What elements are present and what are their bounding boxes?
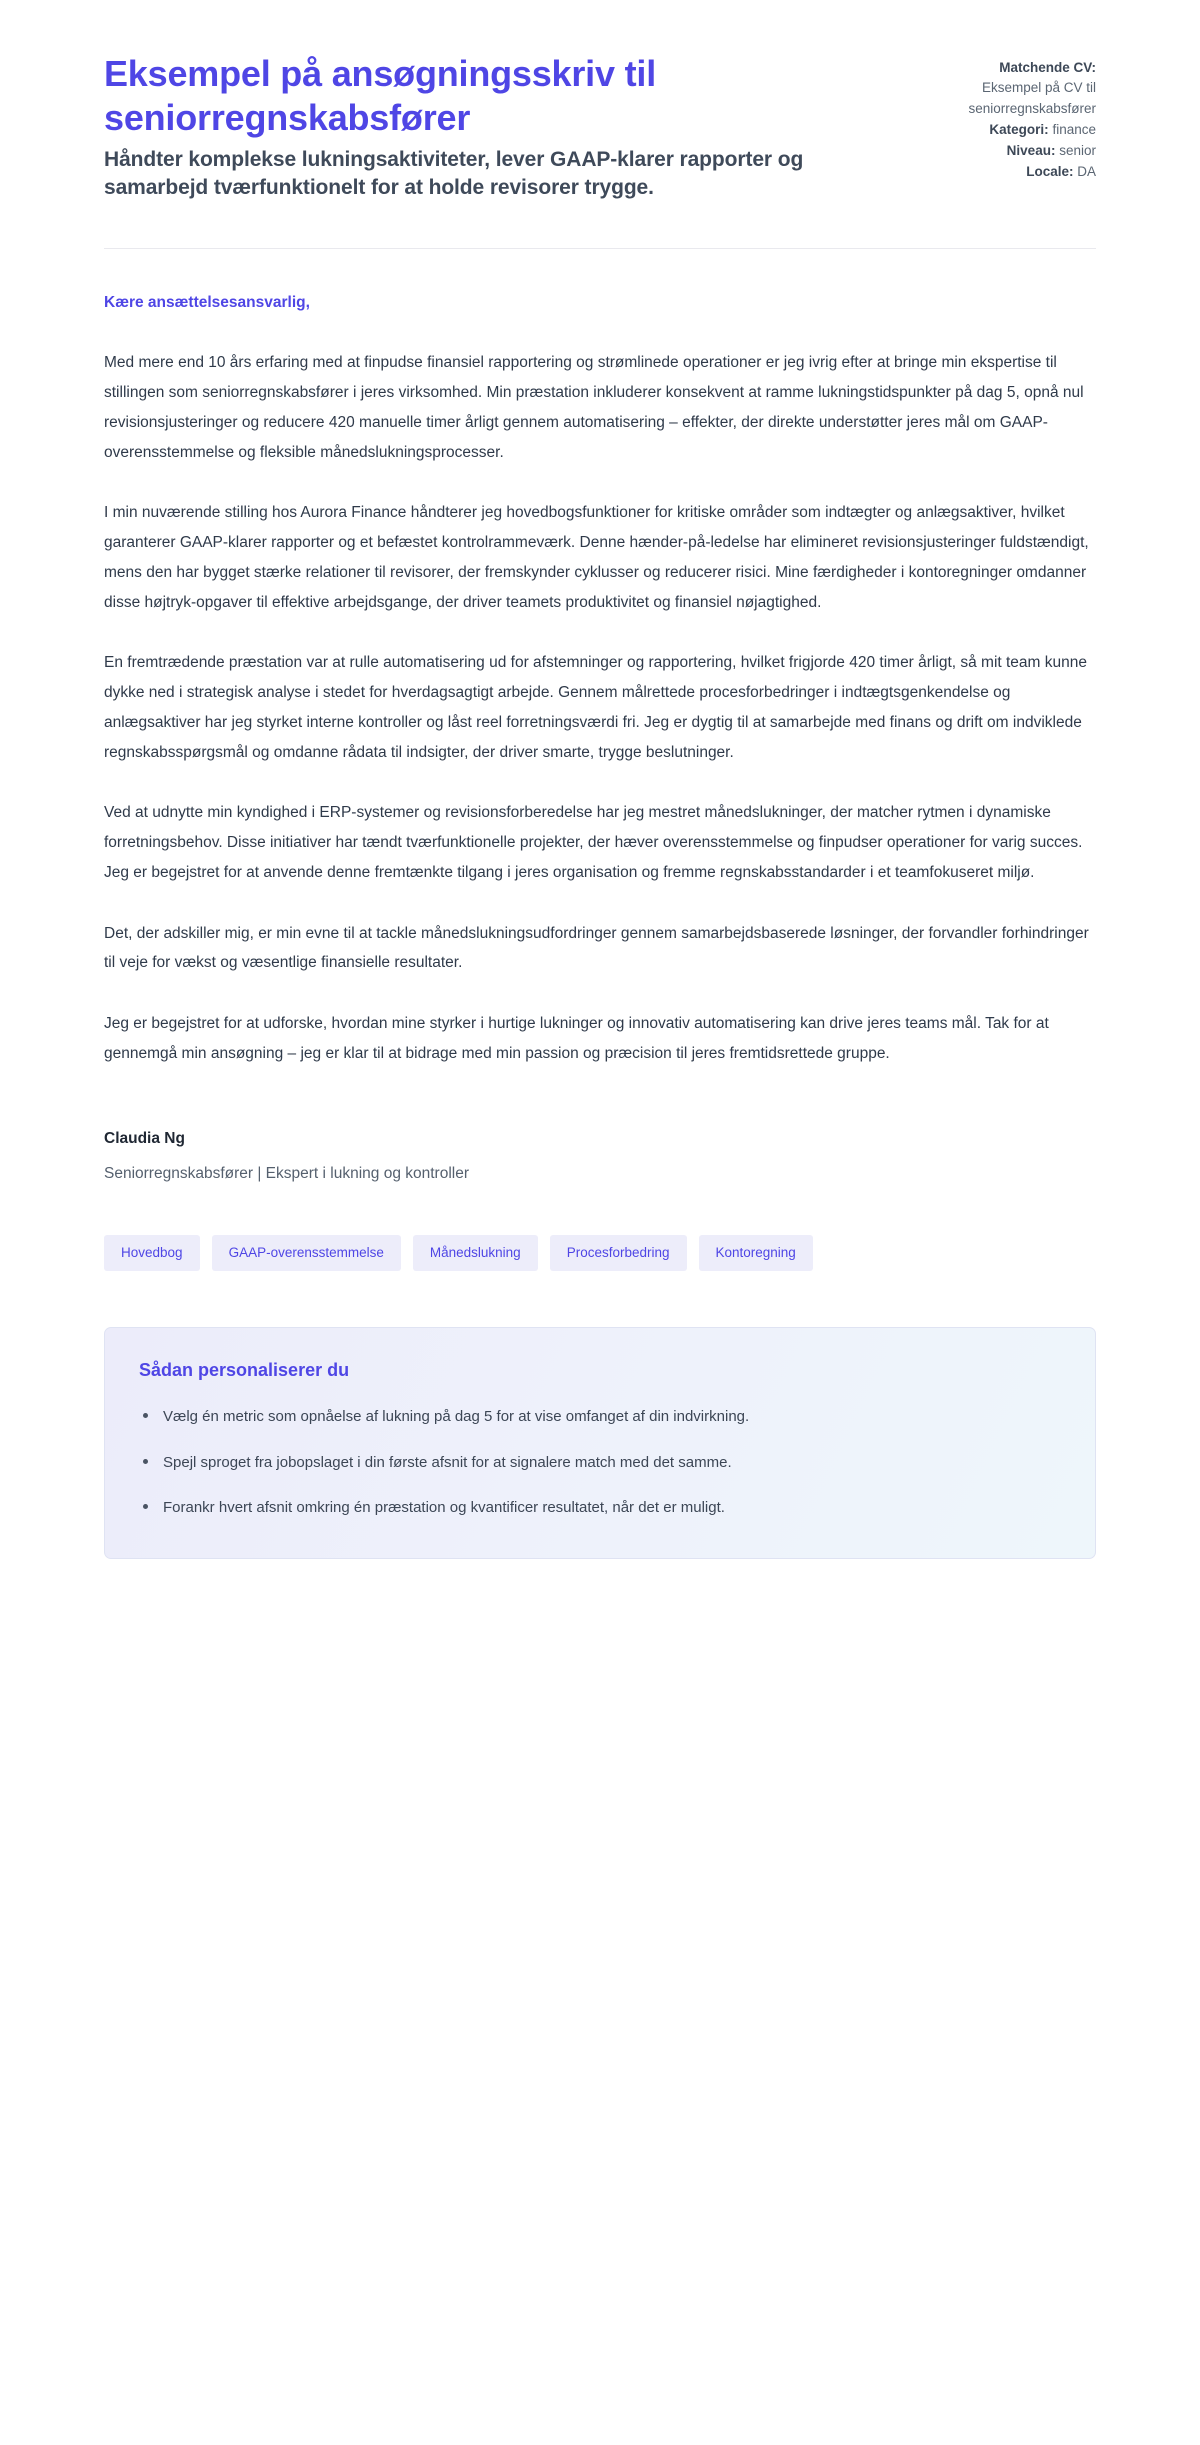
tag-list <box>104 1235 1096 1271</box>
meta-level-value: senior <box>1059 143 1096 158</box>
callout-list-item <box>139 1494 1061 1522</box>
header-title-block <box>104 52 838 202</box>
meta-matching-cv <box>878 58 1096 119</box>
letter-body <box>104 249 1096 1559</box>
letter-paragraph: Det, der adskiller mig, er min evne til at tackle månedslukningsudfordringer gennem samarbejdsbaserede løsninger, der forvandler forhindringer til veje for vækst og væsentlige finansielle resultater. <box>104 924 1089 972</box>
document-metadata <box>878 52 1096 184</box>
signature-name: Claudia Ng <box>104 1129 185 1147</box>
callout-list-item-text: Vælg én metric som opnåelse af lukning på dag 5 for at vise omfanget af din indvirkning. <box>163 1407 750 1425</box>
letter-paragraph: En fremtrædende præstation var at rulle automatisering ud for afstemninger og rapportering, hvilket frigjorde 420 timer årligt, så mit team kunne dykke ned i strategisk analyse i stedet for hverdagsagtigt arbejde. Gennem målrettede procesforbedringer i indtægtsgenkendelse og anlægsaktiver har jeg styrket interne kontroller og låst reel forretningsværdi fri. Jeg er dygtig til at samarbejde med finans og drift om indviklede regnskabsspørgsmål og omdanne rådata til indsigter, der driver smarte, trygge beslutninger. <box>104 654 1088 761</box>
bullet-icon <box>143 1413 148 1418</box>
signature-role: Seniorregnskabsfører | Ekspert i lukning og kontroller <box>104 1164 469 1182</box>
page-subtitle: Håndter komplekse lukningsaktiviteter, lever GAAP-klarer rapporter og samarbejd tværfunktionelt for at holde revisorer trygge. <box>104 147 804 199</box>
letter-paragraph: Jeg er begejstret for at udforske, hvordan mine styrker i hurtige lukninger og innovativ automatisering kan drive jeres teams mål. Tak for at gennemgå min ansøgning – jeg er klar til at bidrage med min passion og præcision til jeres fremtidsrettede gruppe. <box>104 1015 1049 1062</box>
letter-paragraph: Ved at udnytte min kyndighed i ERP-systemer og revisionsforberedelse har jeg mestret månedslukninger, der matcher rytmen i dynamiske forretningsbehov. Disse initiativer har tændt tværfunktionelle projekter, der hæver overensstemmelse og finpudser operationer for varig succes. Jeg er begejstret for at anvende denne fremtænkte tilgang i jeres organisation og fremme regnskabsstandarder i et teamfokuseret miljø. <box>104 804 1083 881</box>
callout-list <box>139 1403 1061 1522</box>
meta-category-value: finance <box>1052 121 1096 137</box>
tag-item[interactable]: GAAP-overensstemmelse <box>212 1235 401 1271</box>
page-header <box>104 52 1096 202</box>
letter-paragraph: I min nuværende stilling hos Aurora Finance håndterer jeg hovedbogsfunktioner for kritiske områder som indtægter og anlægsaktiver, hvilket garanterer GAAP-klarer rapporter og et befæstet kontrolrammeværk. Denne hænder-på-ledelse har elimineret revisionsjusteringer fuldstændigt, mens den har bygget stærke relationer til revisorer, der fremskynder cyklusser og reducerer risici. Mine færdigheder i kontoregninger omdanner disse højtryk-opgaver til effektive arbejdsgange, der driver teamets produktivitet og finansiel nøjagtighed. <box>104 504 1089 611</box>
meta-category <box>878 120 1096 140</box>
letter-salutation: Kære ansættelsesansvarlig, <box>104 294 310 312</box>
meta-locale-label: Locale: <box>1026 164 1074 180</box>
callout-list-item-text: Spejl sproget fra jobopslaget i din første afsnit for at signalere match med det samme. <box>163 1453 732 1471</box>
meta-matching-cv-label: Matchende CV: <box>999 60 1096 75</box>
meta-matching-cv-value: Eksempel på CV til seniorregnskabsfører <box>968 80 1096 116</box>
bullet-icon <box>143 1459 148 1464</box>
bullet-icon <box>143 1504 148 1509</box>
callout-list-item <box>139 1449 1061 1477</box>
callout-list-item <box>139 1403 1061 1431</box>
meta-locale <box>878 162 1096 182</box>
callout-title: Sådan personaliserer du <box>139 1359 350 1380</box>
tag-item[interactable]: Kontoregning <box>699 1235 813 1271</box>
tag-item[interactable]: Procesforbedring <box>550 1235 687 1271</box>
meta-level-label: Niveau: <box>1006 143 1056 158</box>
meta-locale-value: DA <box>1077 164 1096 180</box>
tag-item[interactable]: Hovedbog <box>104 1235 200 1271</box>
signature-block <box>104 1127 1096 1186</box>
letter-paragraph: Med mere end 10 års erfaring med at finpudse finansiel rapportering og strømlinede operationer er jeg ivrig efter at bringe min ekspertise til stillingen som seniorregnskabsfører i jeres virksomhed. Min præstation inkluderer konsekvent at ramme lukningstidspunkter på dag 5, opnå nul revisionsjusteringer og reducere 420 manuelle timer årligt gennem automatisering – effekter, der direkte understøtter jeres mål om GAAP-overensstemmelse og fleksible månedslukningsprocesser. <box>104 354 1084 461</box>
meta-level <box>878 141 1096 161</box>
callout-list-item-text: Forankr hvert afsnit omkring én præstation og kvantificer resultatet, når det er muligt. <box>163 1499 725 1517</box>
meta-category-label: Kategori: <box>989 121 1049 137</box>
personalization-callout <box>104 1327 1096 1559</box>
page-title: Eksempel på ansøgningsskriv til seniorregnskabsfører <box>104 53 656 138</box>
tag-item[interactable]: Månedslukning <box>413 1235 538 1271</box>
